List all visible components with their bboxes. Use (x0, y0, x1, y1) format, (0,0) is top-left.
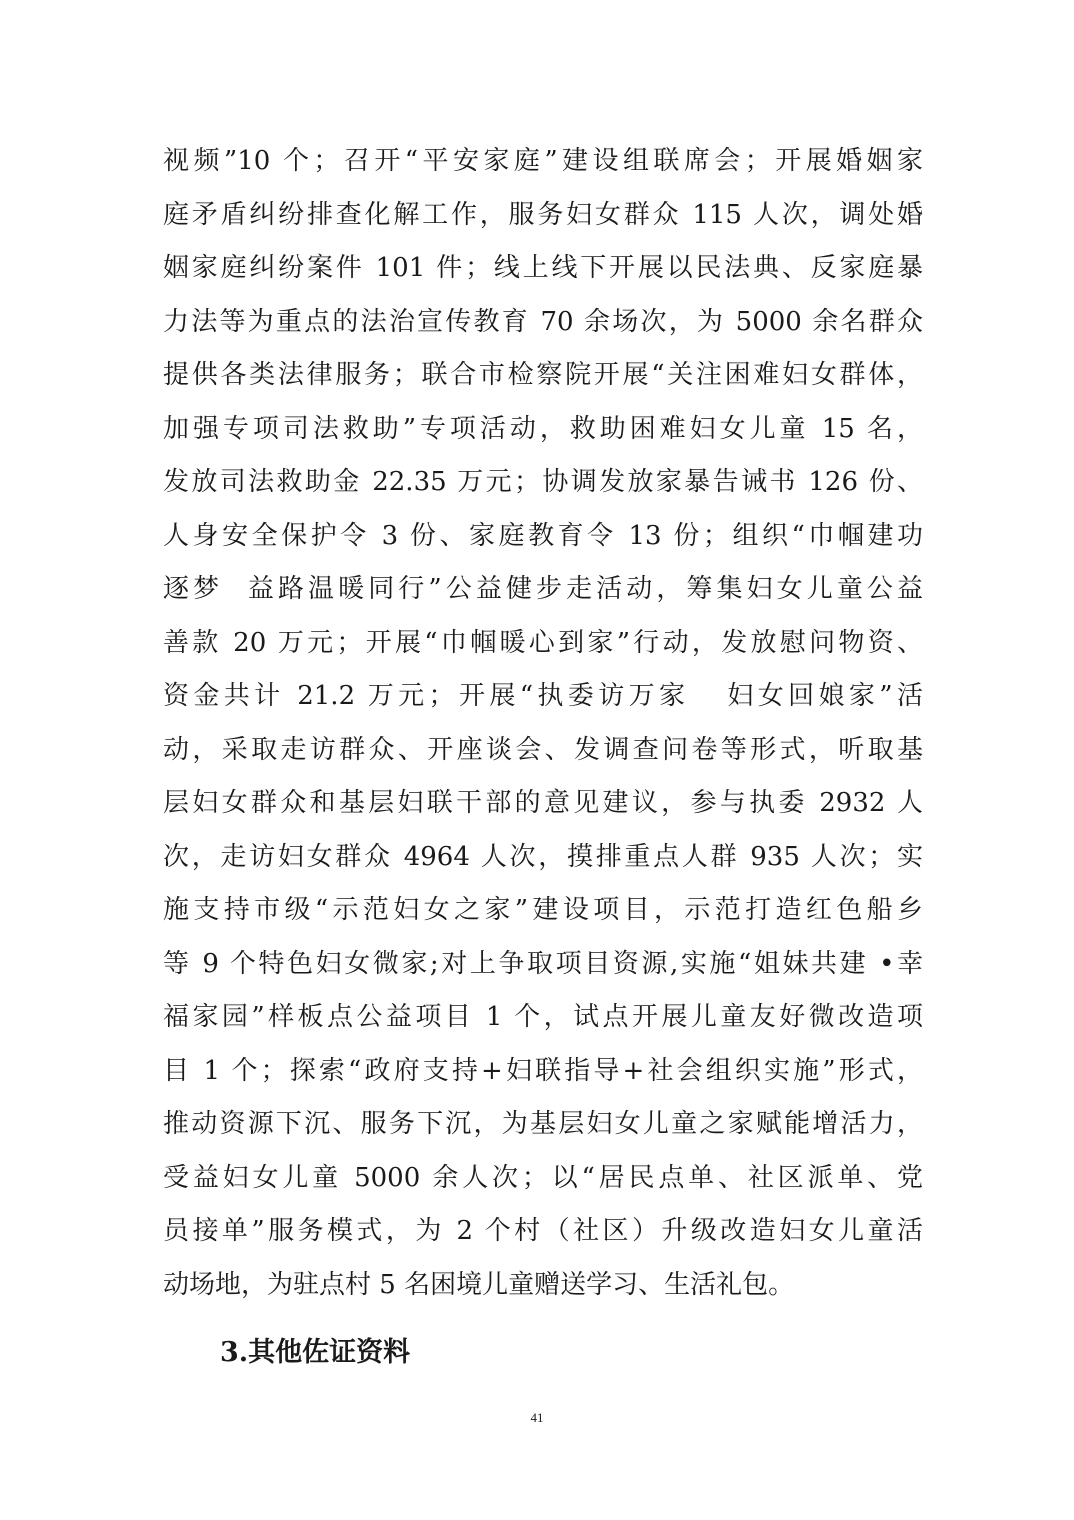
paragraph-line: 力法等为重点的法治宣传教育 70 余场次，为 5000 余名群众 (163, 306, 923, 337)
body-paragraph (163, 135, 923, 1312)
paragraph-line: 福家园”样板点公益项目 1 个，试点开展儿童友好微改造项 (163, 1002, 923, 1032)
paragraph-line: 发放司法救助金 22.35 万元；协调发放家暴告诫书 126 份、 (163, 467, 923, 497)
paragraph-line: 加强专项司法救助”专项活动，救助困难妇女儿童 15 名， (163, 413, 923, 444)
paragraph-line: 善款 20 万元；开展“巾帼暖心到家”行动，发放慰问物资、 (163, 627, 923, 658)
section-heading: 3.其他佐证资料 (220, 1337, 411, 1368)
paragraph-line: 提供各类法律服务；联合市检察院开展“关注困难妇女群体， (163, 360, 923, 390)
paragraph-line: 层妇女群众和基层妇联干部的意见建议，参与执委 2932 人 (163, 788, 923, 818)
paragraph-line: 施支持市级“示范妇女之家”建设项目，示范打造红色船乡 (163, 895, 923, 925)
paragraph-line: 目 1 个；探索“政府支持+妇联指导+社会组织实施”形式， (163, 1055, 923, 1086)
paragraph-line: 受益妇女儿童 5000 余人次；以“居民点单、社区派单、党 (163, 1162, 923, 1193)
paragraph-line: 推动资源下沉、服务下沉，为基层妇女儿童之家赋能增活力， (163, 1109, 923, 1139)
paragraph-line: 视频”10 个；召开“平安家庭”建设组联席会；开展婚姻家 (163, 146, 923, 176)
paragraph-line: 姻家庭纠纷案件 101 件；线上线下开展以民法典、反家庭暴 (163, 253, 923, 283)
paragraph-line: 等 9 个特色妇女微家;对上争取项目资源,实施“姐妹共建 •幸 (163, 948, 923, 979)
paragraph-line: 动，采取走访群众、开座谈会、发调查问卷等形式，听取基 (163, 734, 923, 765)
paragraph-line: 员接单”服务模式，为 2 个村（社区）升级改造妇女儿童活 (163, 1216, 923, 1246)
paragraph-line: 逐梦 益路温暖同行”公益健步走活动，筹集妇女儿童公益 (163, 574, 923, 604)
paragraph-line: 次，走访妇女群众 4964 人次，摸排重点人群 935 人次；实 (163, 841, 923, 872)
paragraph-line: 资金共计 21.2 万元；开展“执委访万家 妇女回娘家”活 (163, 681, 923, 711)
paragraph-line: 动场地，为驻点村 5 名困境儿童赠送学习、生活礼包。 (163, 1269, 795, 1300)
paragraph-line: 人身安全保护令 3 份、家庭教育令 13 份；组织“巾帼建功 (163, 520, 923, 551)
paragraph-line: 庭矛盾纠纷排查化解工作，服务妇女群众 115 人次，调处婚 (163, 199, 923, 230)
page-number: 41 (530, 1410, 544, 1425)
